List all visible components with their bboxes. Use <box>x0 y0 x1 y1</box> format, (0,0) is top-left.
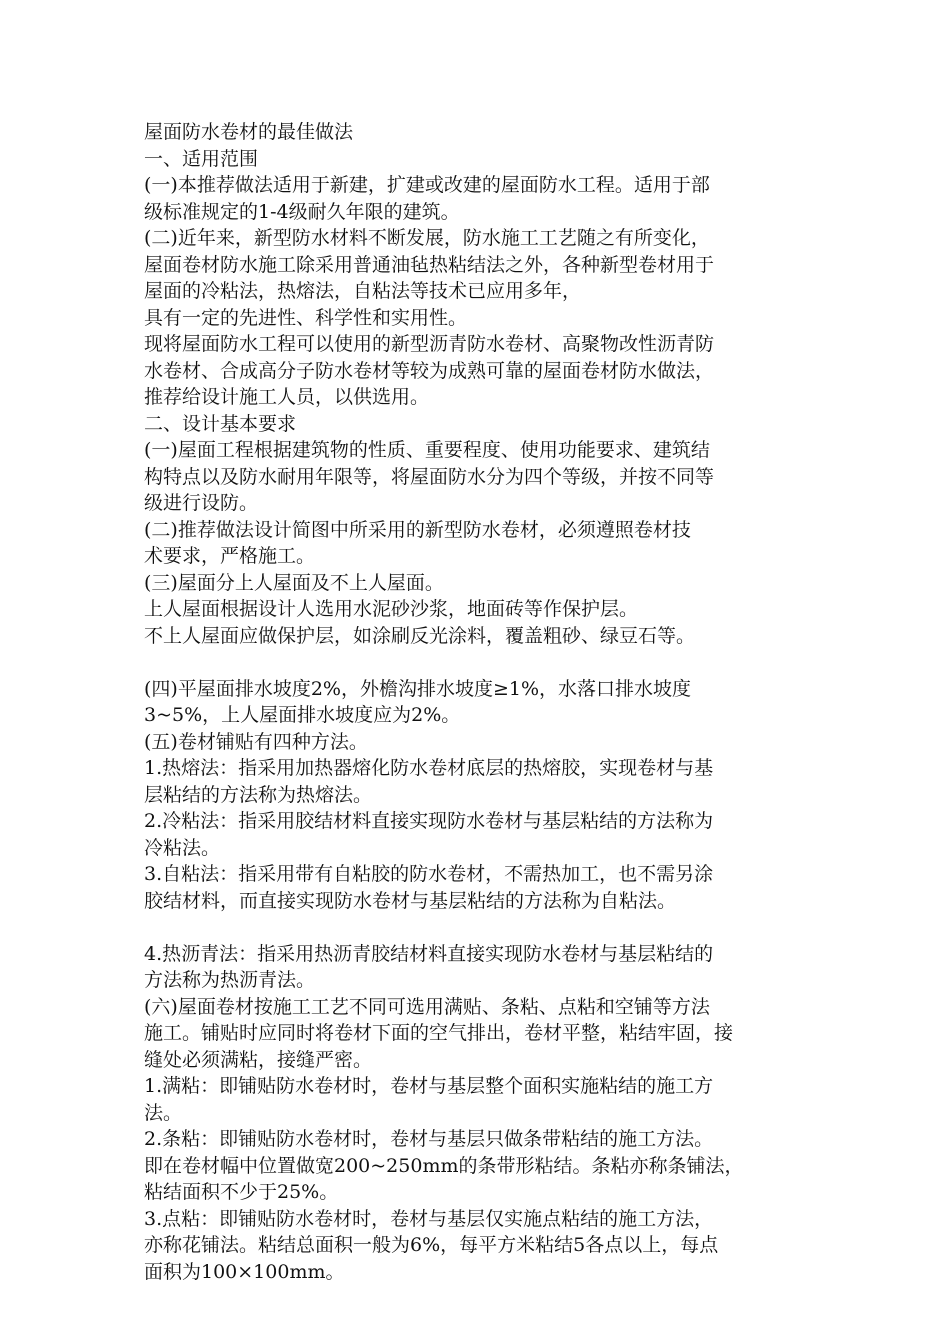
paragraph-line: 术要求，严格施工。 <box>144 545 316 567</box>
paragraph-line: 2.条粘：即铺贴防水卷材时，卷材与基层只做条带粘结的施工方法。 <box>144 1128 714 1150</box>
paragraph-line: 层粘结的方法称为热熔法。 <box>144 783 373 806</box>
section-heading: 二、设计基本要求 <box>144 412 297 435</box>
paragraph-line: (五)卷材铺贴有四种方法。 <box>144 730 368 753</box>
paragraph-line: 即在卷材幅中位置做宽200~250mm的条带形粘结。条粘亦称条铺法， <box>144 1154 744 1177</box>
paragraph-line: 3.自粘法：指采用带有自粘胶的防水卷材，不需热加工，也不需另涂 <box>144 863 714 885</box>
blank-line <box>144 914 814 941</box>
paragraph-line: 面积为100×100mm。 <box>144 1260 345 1283</box>
paragraph-line: 上人屋面根据设计人选用水泥砂沙浆，地面砖等作保护层。 <box>144 598 639 620</box>
paragraph-line: 1.满粘：即铺贴防水卷材时，卷材与基层整个面积实施粘结的施工方 <box>144 1075 714 1097</box>
paragraph-line: (一)屋面工程根据建筑物的性质、重要程度、使用功能要求、建筑结 <box>144 439 710 461</box>
paragraph-line: 施工。铺贴时应同时将卷材下面的空气排出，卷材平整，粘结牢固，接 <box>144 1022 734 1044</box>
paragraph-line: 4.热沥青法：指采用热沥青胶结材料直接实现防水卷材与基层粘结的 <box>144 942 714 965</box>
paragraph-line: 水卷材、合成高分子防水卷材等较为成熟可靠的屋面卷材防水做法， <box>144 359 715 382</box>
paragraph-line: 3.点粘：即铺贴防水卷材时，卷材与基层仅实施点粘结的施工方法， <box>144 1207 714 1230</box>
paragraph-line: 亦称花铺法。粘结总面积一般为6%，每平方米粘结5各点以上，每点 <box>144 1234 719 1256</box>
paragraph-line: (一)本推荐做法适用于新建，扩建或改建的屋面防水工程。适用于部 <box>144 174 710 196</box>
paragraph-line: 具有一定的先进性、科学性和实用性。 <box>144 306 468 329</box>
paragraph-line: (四)平屋面排水坡度2%，外檐沟排水坡度≥1%，水落口排水坡度 <box>144 677 692 700</box>
paragraph-line: 胶结材料，而直接实现防水卷材与基层粘结的方法称为自粘法。 <box>144 889 677 912</box>
paragraph-line: 法。 <box>144 1101 183 1124</box>
paragraph-line: 屋面的冷粘法，热熔法，自粘法等技术已应用多年， <box>144 280 582 302</box>
paragraph-line: 冷粘法。 <box>144 836 221 859</box>
document-body <box>144 119 814 1285</box>
paragraph-line: 级进行设防。 <box>144 492 259 514</box>
paragraph-line: (六)屋面卷材按施工工艺不同可选用满贴、条粘、点粘和空铺等方法 <box>144 995 710 1018</box>
paragraph-line: 方法称为热沥青法。 <box>144 969 316 991</box>
paragraph-line: 推荐给设计施工人员，以供选用。 <box>144 386 430 408</box>
paragraph-line: 构特点以及防水耐用年限等，将屋面防水分为四个等级，并按不同等 <box>144 465 715 488</box>
paragraph-line: 屋面卷材防水施工除采用普通油毡热粘结法之外，各种新型卷材用于 <box>144 253 715 276</box>
paragraph-line: 缝处必须满粘，接缝严密。 <box>144 1048 373 1071</box>
blank-line <box>144 649 814 676</box>
paragraph-line: 3~5%，上人屋面排水坡度应为2%。 <box>144 704 461 726</box>
paragraph-line: 现将屋面防水工程可以使用的新型沥青防水卷材、高聚物改性沥青防 <box>144 333 715 355</box>
paragraph-line: (二)推荐做法设计简图中所采用的新型防水卷材，必须遵照卷材技 <box>144 518 691 541</box>
paragraph-line: 级标准规定的1-4级耐久年限的建筑。 <box>144 200 460 223</box>
document-title: 屋面防水卷材的最佳做法 <box>144 121 354 143</box>
paragraph-line: 1.热熔法：指采用加热器熔化防水卷材底层的热熔胶，实现卷材与基 <box>144 757 714 779</box>
paragraph-line: 粘结面积不少于25%。 <box>144 1181 339 1203</box>
paragraph-line: (二)近年来，新型防水材料不断发展，防水施工工艺随之有所变化， <box>144 227 710 249</box>
paragraph-line: 2.冷粘法：指采用胶结材料直接实现防水卷材与基层粘结的方法称为 <box>144 810 714 832</box>
paragraph-line: (三)屋面分上人屋面及不上人屋面。 <box>144 571 444 594</box>
section-heading: 一、适用范围 <box>144 147 259 170</box>
paragraph-line: 不上人屋面应做保护层，如涂刷反光涂料，覆盖粗砂、绿豆石等。 <box>144 624 696 647</box>
